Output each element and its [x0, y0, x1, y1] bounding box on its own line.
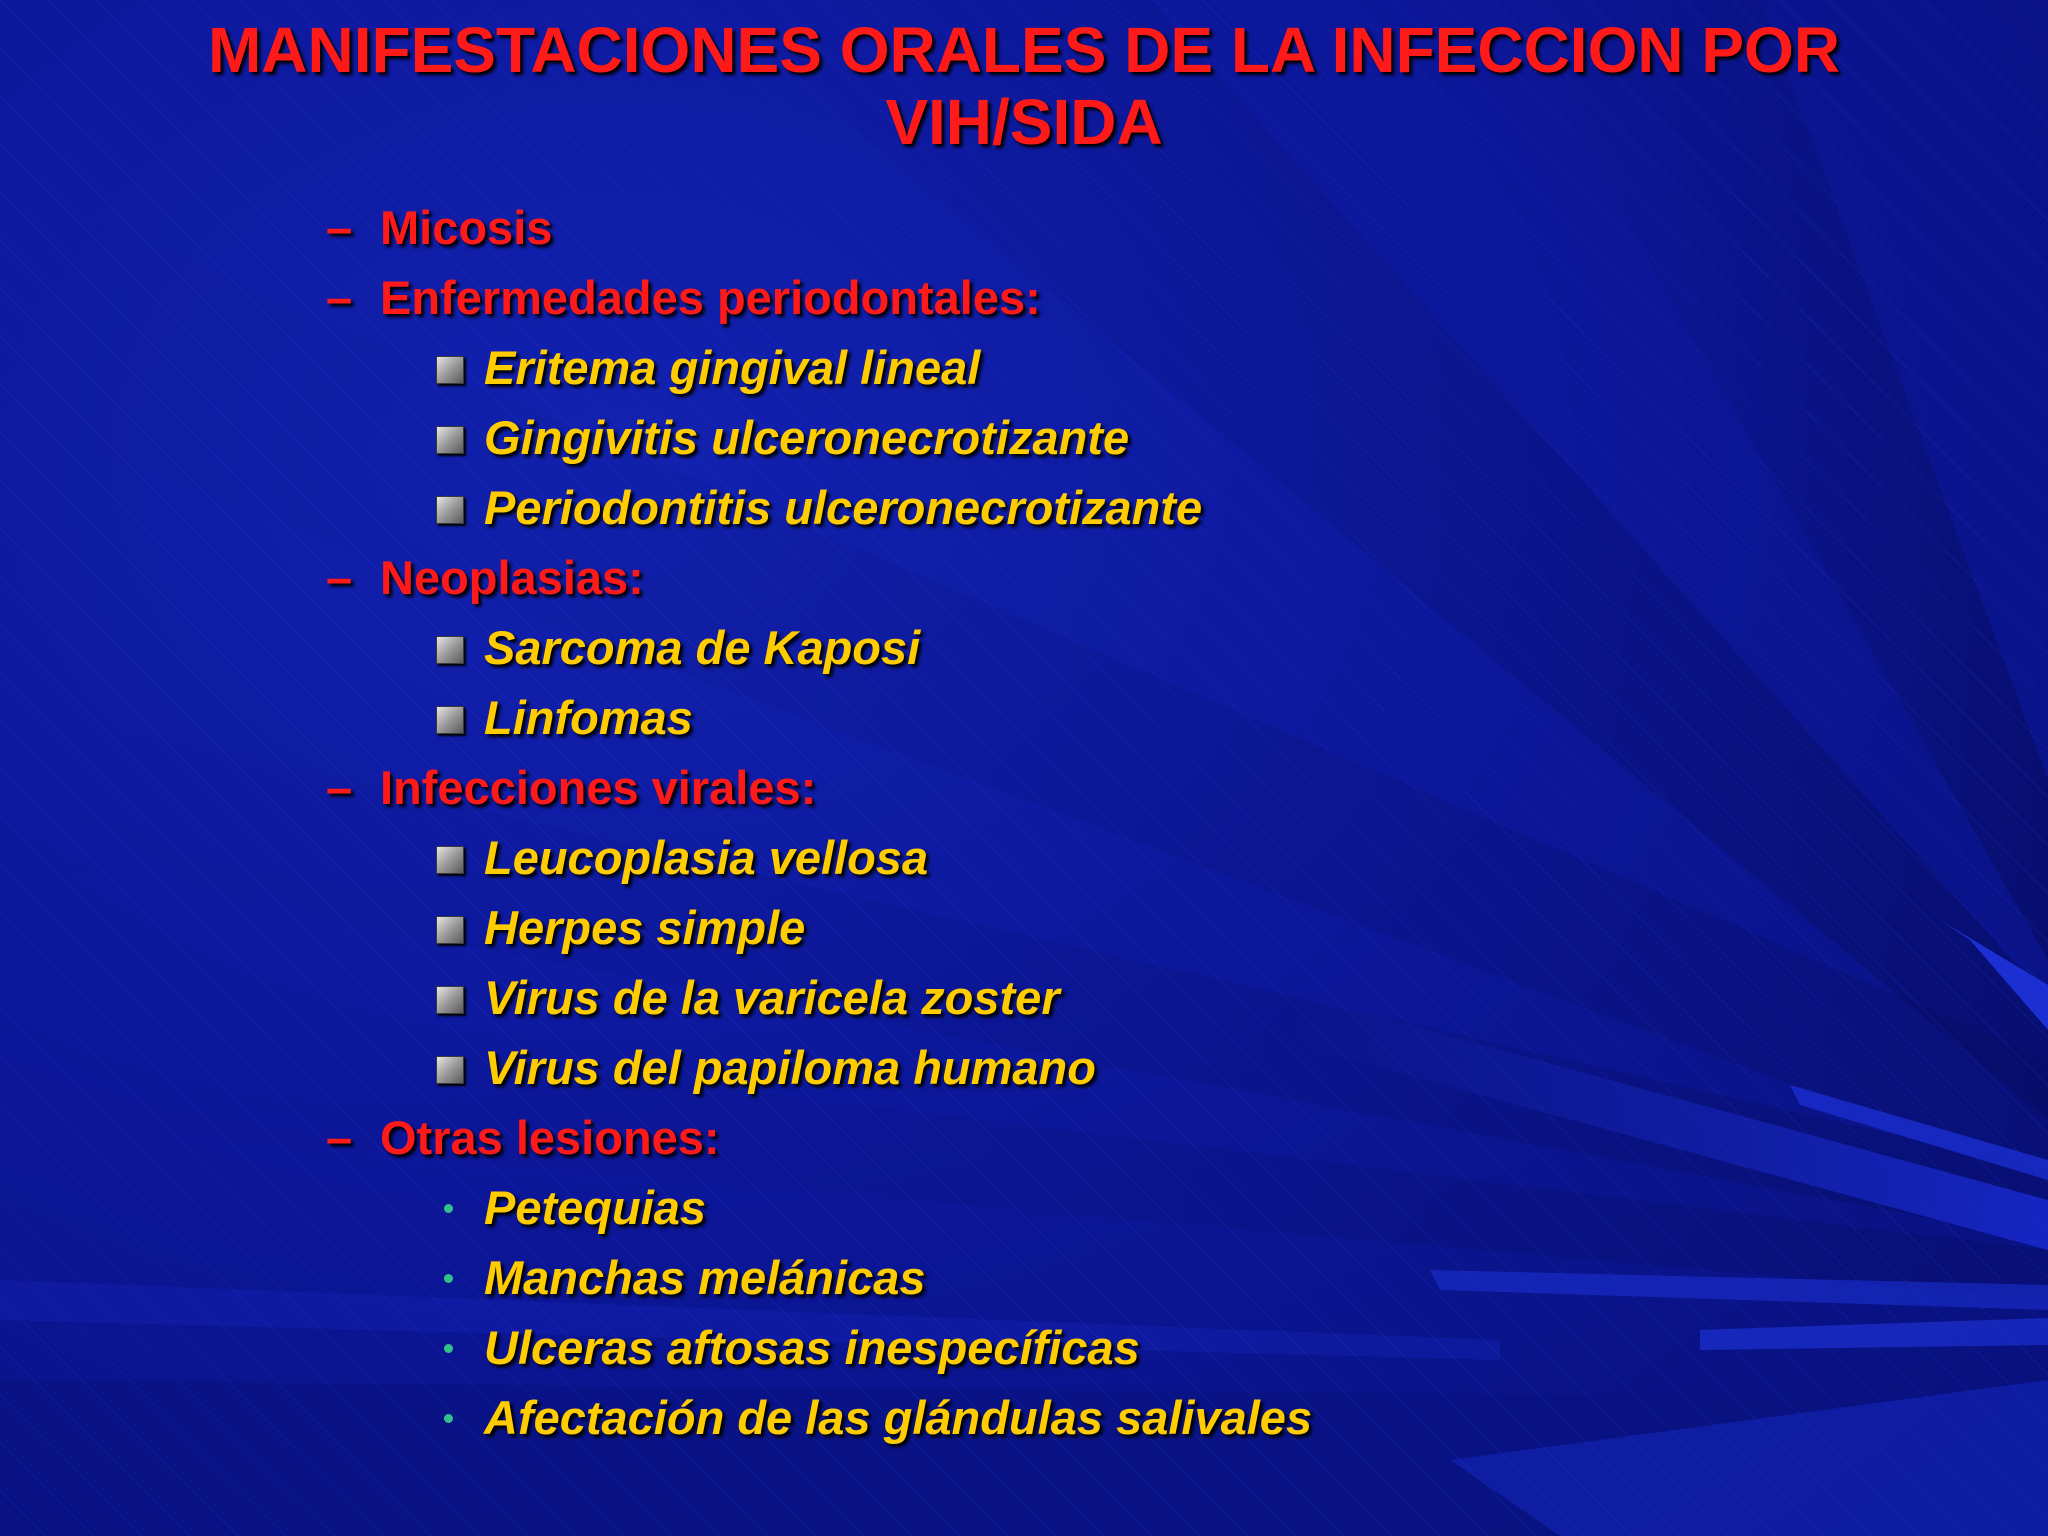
outline-heading	[326, 760, 816, 816]
outline-item-text: Virus de la varicela zoster	[484, 971, 1060, 1024]
outline-heading-text: Infecciones virales:	[380, 761, 817, 814]
outline-item-text: Virus del papiloma humano	[484, 1041, 1096, 1094]
outline-item-text: Manchas melánicas	[484, 1251, 926, 1304]
square-bullet-icon	[436, 496, 464, 524]
dot-bullet-icon	[444, 1414, 453, 1423]
dash-bullet: –	[326, 1111, 353, 1164]
outline-heading	[326, 270, 1041, 326]
outline-heading	[326, 1110, 720, 1166]
square-bullet-icon	[436, 916, 464, 944]
outline-item	[436, 970, 1060, 1026]
square-bullet-icon	[436, 356, 464, 384]
title-line-2: VIH/SIDA	[885, 86, 1163, 158]
outline-item-text: Sarcoma de Kaposi	[484, 621, 921, 674]
outline-item	[436, 1390, 1312, 1446]
square-bullet-icon	[436, 426, 464, 454]
outline-item-text: Gingivitis ulceronecrotizante	[484, 411, 1130, 464]
outline-item-text: Herpes simple	[484, 901, 806, 954]
outline-item-text: Periodontitis ulceronecrotizante	[484, 481, 1203, 534]
outline-item	[436, 1040, 1096, 1096]
outline-heading-text: Micosis	[380, 201, 553, 254]
outline-item-text: Linfomas	[484, 691, 693, 744]
outline-item-text: Petequias	[484, 1181, 707, 1234]
outline-item-text: Eritema gingival lineal	[484, 341, 981, 394]
outline-item	[436, 690, 693, 746]
title-line-1: MANIFESTACIONES ORALES DE LA INFECCION POR	[207, 14, 1841, 86]
dash-bullet: –	[326, 271, 353, 324]
dash-bullet: –	[326, 201, 353, 254]
outline-item	[436, 1320, 1140, 1376]
outline-item	[436, 900, 805, 956]
square-bullet-icon	[436, 636, 464, 664]
outline-item	[436, 1250, 926, 1306]
outline-heading	[326, 550, 644, 606]
dash-bullet: –	[326, 761, 353, 814]
outline-item	[436, 410, 1129, 466]
outline-item-text: Afectación de las glándulas salivales	[484, 1391, 1313, 1444]
outline-item	[436, 480, 1202, 536]
outline-item	[436, 340, 980, 396]
outline-item-text: Ulceras aftosas inespecíficas	[484, 1321, 1140, 1374]
outline-heading-text: Neoplasias:	[380, 551, 644, 604]
outline-item	[436, 830, 928, 886]
outline-item	[436, 1180, 706, 1236]
dot-bullet-icon	[444, 1344, 453, 1353]
outline-heading	[326, 200, 552, 256]
square-bullet-icon	[436, 1056, 464, 1084]
outline-heading-text: Otras lesiones:	[380, 1111, 720, 1164]
square-bullet-icon	[436, 706, 464, 734]
slide-title	[0, 14, 2048, 158]
dot-bullet-icon	[444, 1204, 453, 1213]
outline-heading-text: Enfermedades periodontales:	[380, 271, 1041, 324]
square-bullet-icon	[436, 986, 464, 1014]
dot-bullet-icon	[444, 1274, 453, 1283]
dash-bullet: –	[326, 551, 353, 604]
square-bullet-icon	[436, 846, 464, 874]
outline-item	[436, 620, 920, 676]
outline-item-text: Leucoplasia vellosa	[484, 831, 929, 884]
